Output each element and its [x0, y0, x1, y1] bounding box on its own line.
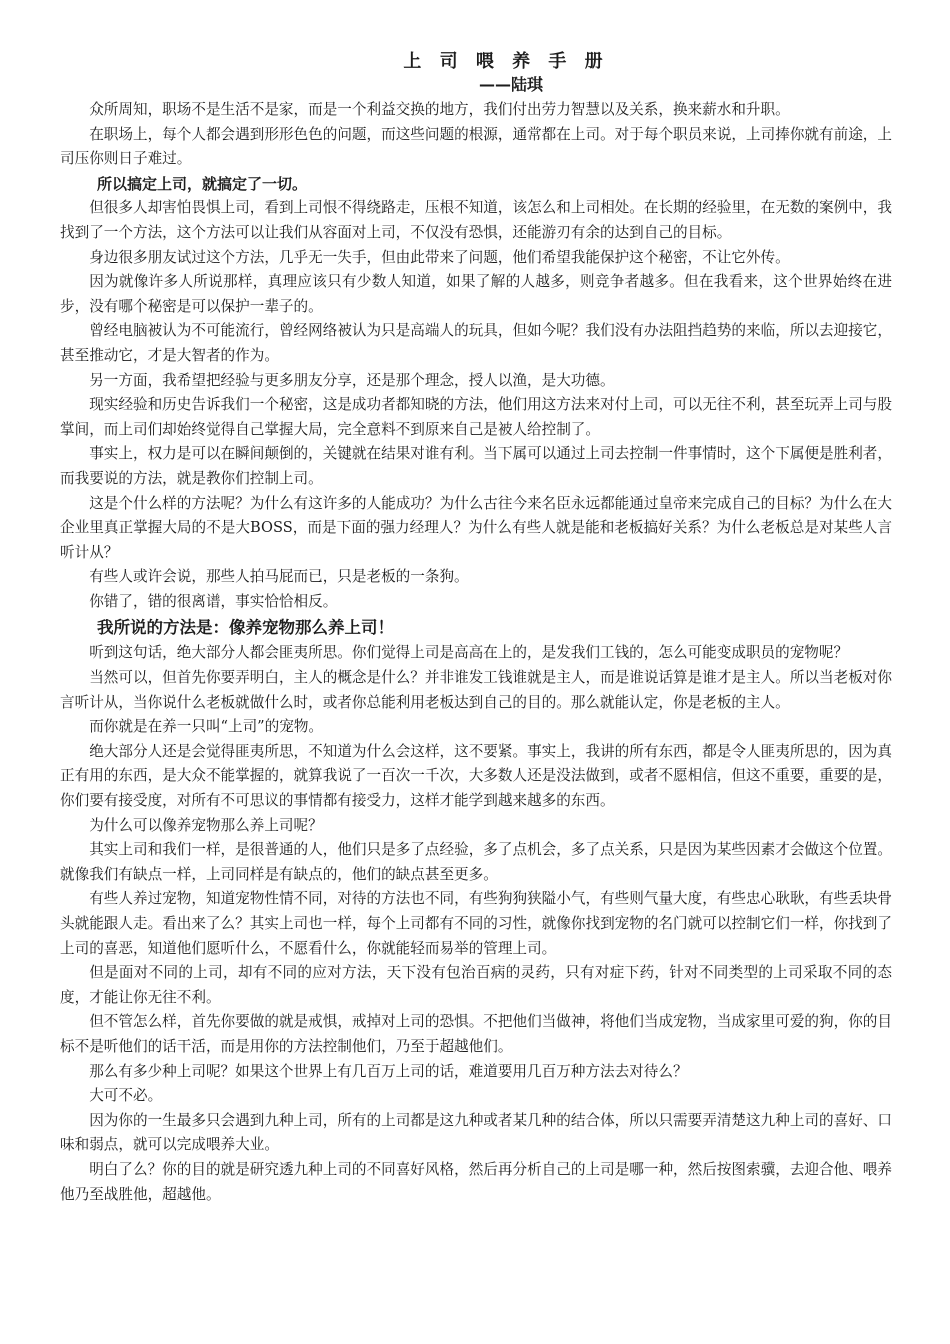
body-paragraph: 这是个什么样的方法呢？为什么有这许多的人能成功？为什么古往今来名臣永远都能通过皇帝来完成自己的目标？为什么在大企业里真正掌握大局的不是大BOSS，而是下面的强力经理人？为什么有些人就是能和老板搞好关系？为什么老板总是对某些人言听计从？ — [60, 494, 892, 561]
body-paragraph: 听到这句话，绝大部分人都会匪夷所思。你们觉得上司是高高在上的，是发我们工钱的，怎么可能变成职员的宠物呢？ — [89, 644, 849, 662]
body-paragraph: 那么有多少种上司呢？如果这个世界上有几百万上司的话，难道要用几百万种方法去对待么？ — [89, 1062, 688, 1080]
body-paragraph: 而你就是在养一只叫“上司”的宠物。 — [89, 718, 324, 736]
body-paragraph: 因为你的一生最多只会遇到九种上司，所有的上司都是这九种或者某几种的结合体，所以只需要弄清楚这九种上司的喜好、口味和弱点，就可以完成喂养大业。 — [60, 1111, 892, 1154]
body-paragraph: 绝大部分人还是会觉得匪夷所思，不知道为什么会这样，这不要紧。事实上，我讲的所有东西，都是令人匪夷所思的，因为真正有用的东西，是大众不能掌握的，就算我说了一百次一千次，大多数人还是没法做到，或者不愿相信，但这不重要，重要的是，你们要有接受度，对所有不可思议的事情都有接受力，这样才能学到越来越多的东西。 — [60, 742, 892, 810]
body-paragraph: 大可不必。 — [89, 1087, 163, 1105]
document-author: ——陆琪 — [478, 75, 543, 94]
body-paragraph: 有些人或许会说，那些人拍马屁而已，只是老板的一条狗。 — [89, 568, 469, 586]
body-paragraph: 因为就像许多人所说那样，真理应该只有少数人知道，如果了解的人越多，则竞争者越多。但在我看来，这个世界始终在进步，没有哪个秘密是可以保护一辈子的。 — [60, 273, 892, 315]
body-paragraph: 曾经电脑被认为不可能流行，曾经网络被认为只是高端人的玩具，但如今呢？我们没有办法阻挡趋势的来临，所以去迎接它，甚至推动它，才是大智者的作为。 — [60, 322, 892, 364]
body-paragraph: 另一方面，我希望把经验与更多朋友分享，还是那个理念，授人以渔，是大功德。 — [89, 371, 615, 389]
body-paragraph: 明白了么？你的目的就是研究透九种上司的不同喜好风格，然后再分析自己的上司是哪一种，然后按图索骥，去迎合他、喂养他乃至战胜他，超越他。 — [60, 1160, 892, 1203]
emphasis-paragraph: 所以搞定上司，就搞定了一切。 — [97, 174, 308, 193]
body-paragraph: 在职场上，每个人都会遇到形形色色的问题，而这些问题的根源，通常都在上司。对于每个职员来说，上司捧你就有前途，上司压你则日子难过。 — [60, 125, 892, 168]
body-paragraph: 众所周知，职场不是生活不是家，而是一个利益交换的地方，我们付出劳力智慧以及关系，换来薪水和升职。 — [89, 101, 790, 118]
body-paragraph: 但很多人却害怕畏惧上司，看到上司恨不得绕路走，压根不知道，该怎么和上司相处。在长期的经验里，在无数的案例中，我找到了一个方法，这个方法可以让我们从容面对上司，不仅没有恐惧，还能游刃有余的达到自己的目标。 — [60, 199, 892, 241]
body-paragraph: 你错了，错的很离谱，事实恰恰相反。 — [89, 592, 338, 610]
document-title: 上 司 喂 养 手 册 — [403, 51, 609, 72]
body-paragraph: 有些人养过宠物，知道宠物性情不同，对待的方法也不同，有些狗狗狭隘小气，有些则气量大度，有些忠心耿耿，有些丢块骨头就能跟人走。看出来了么？其实上司也一样，每个上司都有不同的习性，就像你找到宠物的名门就可以控制它们一样，你找到了上司的喜恶，知道他们愿听什么，不愿看什么，你就能轻而易举的管理上司。 — [60, 890, 892, 957]
emphasis-paragraph: 我所说的方法是：像养宠物那么养上司！ — [97, 618, 394, 638]
body-paragraph: 其实上司和我们一样，是很普通的人，他们只是多了点经验，多了点机会，多了点关系，只是因为某些因素才会做这个位置。就像我们有缺点一样，上司同样是有缺点的，他们的缺点甚至更多。 — [60, 841, 892, 883]
body-paragraph: 当然可以，但首先你要弄明白，主人的概念是什么？并非谁发工钱谁就是主人，而是谁说话算是谁才是主人。所以当老板对你言听计从，当你说什么老板就做什么时，或者你总能利用老板达到自己的目的。那么就能认定，你是老板的主人。 — [60, 669, 892, 711]
body-paragraph: 但不管怎么样，首先你要做的就是戒惧，戒掉对上司的恐惧。不把他们当做神，将他们当成宠物，当成家里可爱的狗，你的目标不是听他们的话干活，而是用你的方法控制他们，乃至于超越他们。 — [60, 1013, 892, 1055]
document-body — [60, 98, 892, 1207]
body-paragraph: 为什么可以像养宠物那么养上司呢？ — [89, 816, 323, 834]
body-paragraph: 事实上，权力是可以在瞬间颠倒的，关键就在结果对谁有利。当下属可以通过上司去控制一件事情时，这个下属便是胜利者，而我要说的方法，就是教你们控制上司。 — [60, 445, 892, 487]
body-paragraph: 身边很多朋友试过这个方法，几乎无一失手，但由此带来了问题，他们希望我能保护这个秘密，不让它外传。 — [89, 248, 790, 266]
body-paragraph: 但是面对不同的上司，却有不同的应对方法，天下没有包治百病的灵药，只有对症下药，针对不同类型的上司采取不同的态度，才能让你无往不利。 — [60, 964, 892, 1006]
body-paragraph: 现实经验和历史告诉我们一个秘密，这是成功者都知晓的方法，他们用这方法来对付上司，可以无往不利，甚至玩弄上司与股掌间，而上司们却始终觉得自己掌握大局，完全意料不到原来自己是被人给控制了。 — [60, 396, 892, 438]
